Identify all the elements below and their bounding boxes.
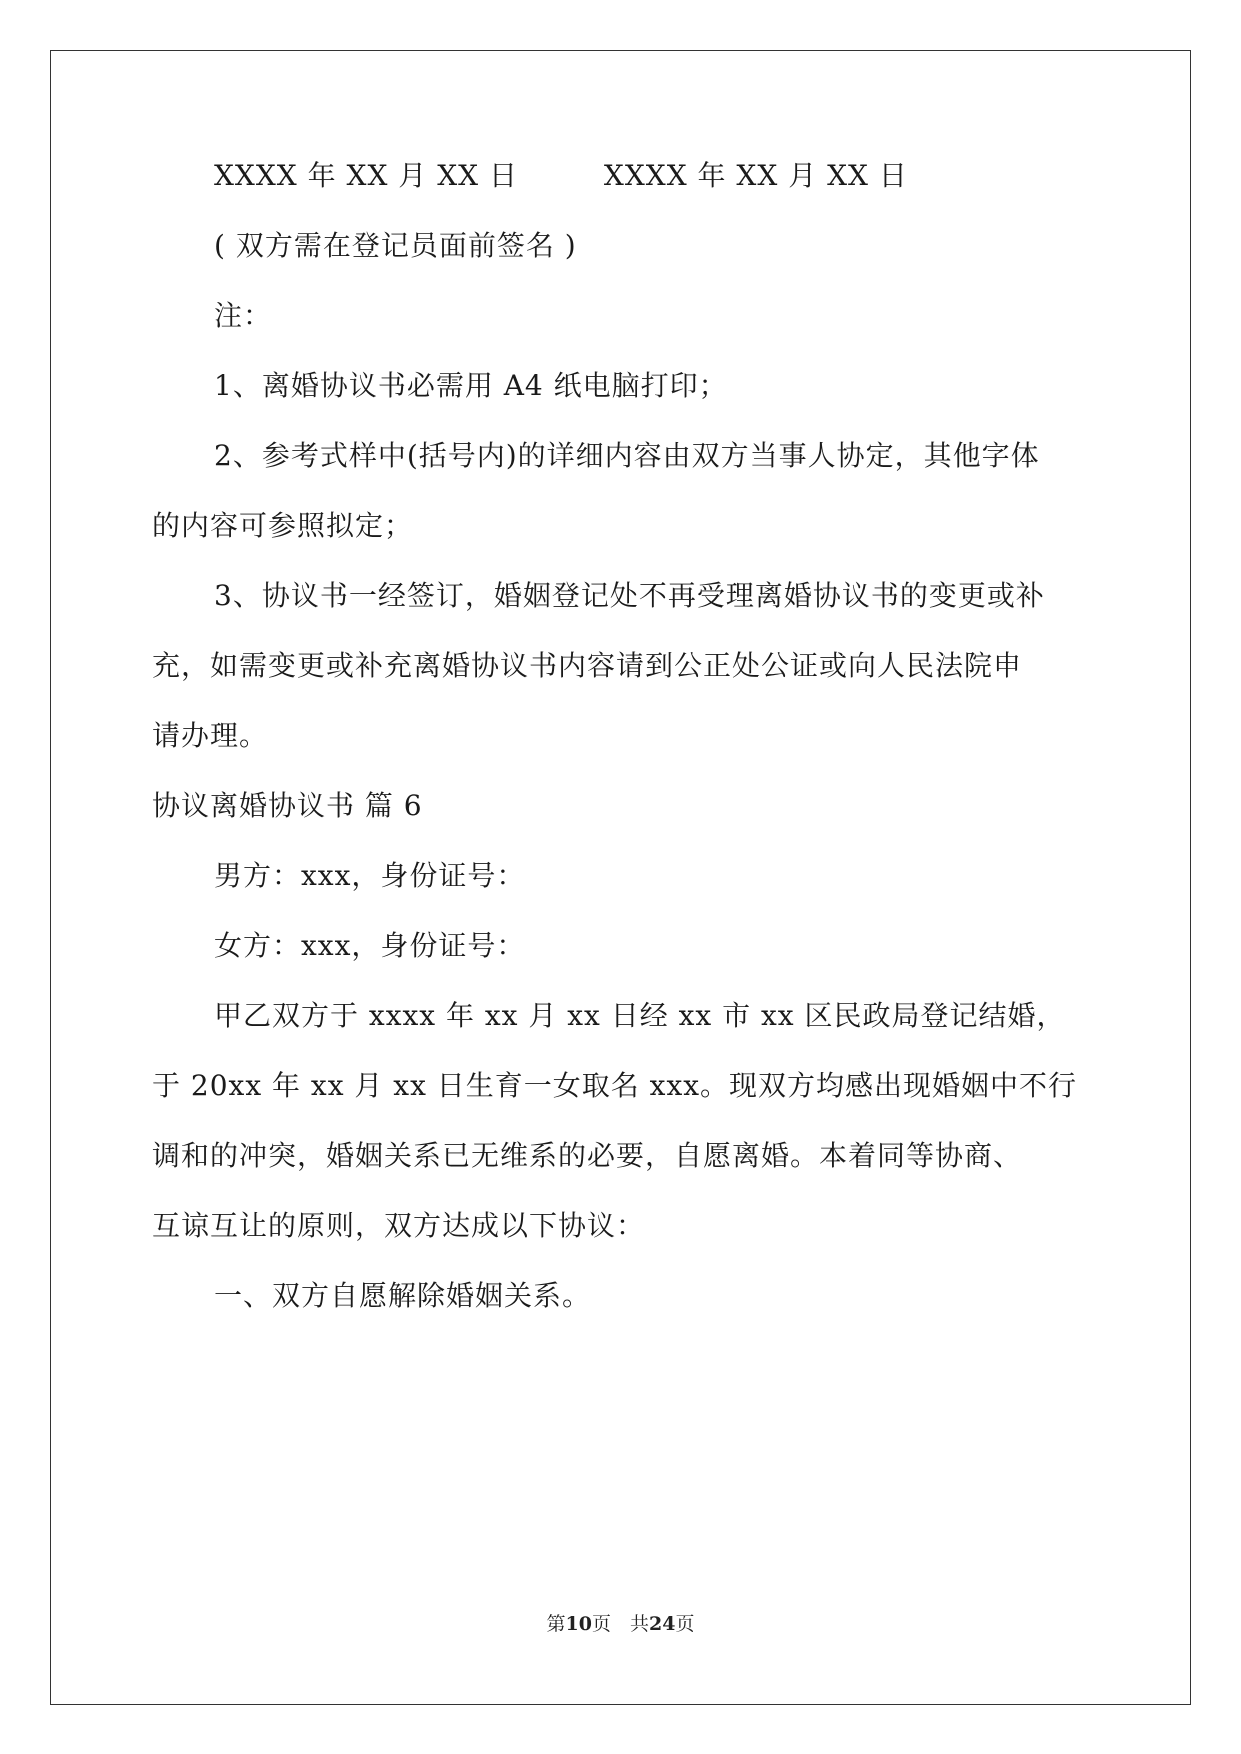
- note-item-3-line-2: 充，如需变更或补充离婚协议书内容请到公正处公证或向人民法院申: [152, 649, 1023, 682]
- note-item-2-line-2: 的内容可参照拟定；: [152, 509, 414, 542]
- note-item-2-line-1: 2、参考式样中(括号内)的详细内容由双方当事人协定，其他字体: [214, 439, 1040, 472]
- section-title: 协议离婚协议书 篇 6: [152, 789, 423, 822]
- body-paragraph-line-4: 互谅互让的原则，双方达成以下协议：: [152, 1209, 646, 1242]
- body-paragraph-line-1: 甲乙双方于 xxxx 年 xx 月 xx 日经 xx 市 xx 区民政局登记结婚，: [214, 999, 1066, 1032]
- footer-current-page: 10: [565, 1613, 592, 1635]
- male-party-line: 男方：xxx，身份证号：: [214, 859, 526, 892]
- signature-date-right: XXXX 年 XX 月 XX 日: [603, 159, 908, 192]
- note-item-3-line-1: 3、协议书一经签订，婚姻登记处不再受理离婚协议书的变更或补: [214, 579, 1045, 612]
- body-paragraph-line-2: 于 20xx 年 xx 月 xx 日生育一女取名 xxx。现双方均感出现婚姻中不行: [152, 1069, 1078, 1102]
- body-paragraph-line-3: 调和的冲突，婚姻关系已无维系的必要，自愿离婚。本着同等协商、: [152, 1139, 1023, 1172]
- signature-note: ( 双方需在登记员面前签名 ): [214, 229, 577, 262]
- note-item-1: 1、离婚协议书必需用 A4 纸电脑打印；: [214, 369, 728, 402]
- footer-prefix: 第: [546, 1613, 566, 1635]
- signature-dates-row: [214, 156, 908, 196]
- clause-1: 一、双方自愿解除婚姻关系。: [214, 1279, 592, 1312]
- page-footer: [0, 1611, 1241, 1637]
- footer-total-pages: 24: [649, 1613, 676, 1635]
- female-party-line: 女方：xxx，身份证号：: [214, 929, 526, 962]
- signature-date-left: XXXX 年 XX 月 XX 日: [214, 159, 518, 192]
- footer-middle: 页 共: [591, 1613, 649, 1635]
- note-item-3-line-3: 请办理。: [152, 719, 269, 752]
- footer-suffix: 页: [675, 1613, 695, 1635]
- note-heading: 注：: [214, 299, 273, 332]
